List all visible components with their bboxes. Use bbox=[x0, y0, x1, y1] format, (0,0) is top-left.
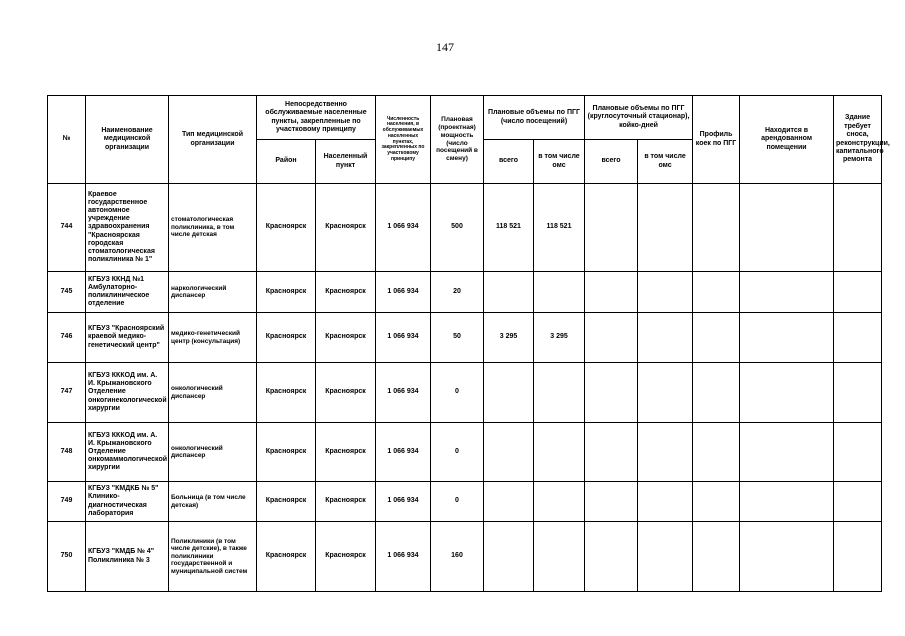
row-type: онкологический диспансер bbox=[169, 423, 257, 482]
row-name: КГБУЗ "Красноярский краевой медико-генетический центр" bbox=[86, 313, 169, 363]
row-oms bbox=[534, 423, 585, 482]
table-row bbox=[48, 482, 882, 522]
row-district: Красноярск bbox=[257, 363, 316, 423]
table-row bbox=[48, 184, 882, 272]
header-served-group: Непосредственно обслуживаемые населенные пункты, закрепленные по участковому принципу bbox=[257, 96, 376, 140]
row-rented bbox=[740, 313, 834, 363]
row-rented bbox=[740, 363, 834, 423]
row-oms: 3 295 bbox=[534, 313, 585, 363]
row-capacity: 0 bbox=[431, 363, 484, 423]
row-district: Красноярск bbox=[257, 184, 316, 272]
row-total: 3 295 bbox=[484, 313, 534, 363]
medical-organizations-table bbox=[47, 95, 890, 592]
row-population: 1 066 934 bbox=[376, 522, 431, 592]
header-total: всего bbox=[484, 140, 534, 184]
row-profile bbox=[693, 313, 740, 363]
header-type: Тип медицинской организации bbox=[169, 96, 257, 184]
row-type: наркологический диспансер bbox=[169, 272, 257, 313]
row-settlement: Красноярск bbox=[316, 482, 376, 522]
row-num: 747 bbox=[48, 363, 86, 423]
header-beds-profile: Профиль коек по ПГГ bbox=[693, 96, 740, 184]
row-num: 749 bbox=[48, 482, 86, 522]
row-population: 1 066 934 bbox=[376, 184, 431, 272]
row-district: Красноярск bbox=[257, 522, 316, 592]
row-demolition bbox=[834, 522, 882, 592]
row-name: КГБУЗ ККНД №1 Амбулаторно-поликлиническое отделение bbox=[86, 272, 169, 313]
header-hospital-group: Плановые объемы по ПГГ (круглосуточный стационар), койко-дней bbox=[585, 96, 693, 140]
row-demolition bbox=[834, 482, 882, 522]
row-population: 1 066 934 bbox=[376, 313, 431, 363]
row-name: КГБУЗ "КМДБ № 4" Поликлиника № 3 bbox=[86, 522, 169, 592]
row-oms2 bbox=[638, 423, 693, 482]
row-district: Красноярск bbox=[257, 313, 316, 363]
row-population: 1 066 934 bbox=[376, 482, 431, 522]
row-total2 bbox=[585, 184, 638, 272]
header-oms2: в том числе омс bbox=[638, 140, 693, 184]
table-row bbox=[48, 423, 882, 482]
row-oms2 bbox=[638, 482, 693, 522]
row-profile bbox=[693, 184, 740, 272]
header-num: № bbox=[48, 96, 86, 184]
row-demolition bbox=[834, 363, 882, 423]
row-total: 118 521 bbox=[484, 184, 534, 272]
row-demolition bbox=[834, 313, 882, 363]
row-capacity: 160 bbox=[431, 522, 484, 592]
table-row bbox=[48, 522, 882, 592]
row-population: 1 066 934 bbox=[376, 423, 431, 482]
row-num: 748 bbox=[48, 423, 86, 482]
table-row bbox=[48, 313, 882, 363]
row-num: 745 bbox=[48, 272, 86, 313]
header-total2: всего bbox=[585, 140, 638, 184]
row-capacity: 50 bbox=[431, 313, 484, 363]
row-profile bbox=[693, 423, 740, 482]
row-settlement: Красноярск bbox=[316, 313, 376, 363]
row-profile bbox=[693, 272, 740, 313]
row-name: КГБУЗ КККОД им. А. И. Крыжановского Отделение онкомаммологической хирургии bbox=[86, 423, 169, 482]
row-oms2 bbox=[638, 184, 693, 272]
header-settlement: Населенный пункт bbox=[316, 140, 376, 184]
row-settlement: Красноярск bbox=[316, 522, 376, 592]
row-total2 bbox=[585, 522, 638, 592]
header-name: Наименование медицинской организации bbox=[86, 96, 169, 184]
row-profile bbox=[693, 522, 740, 592]
header-population: Численность населения, в обслуживаемых населенных пунктах, закрепленных по участковому принципу bbox=[376, 96, 431, 184]
row-oms2 bbox=[638, 313, 693, 363]
table-row bbox=[48, 272, 882, 313]
row-type: стоматологическая поликлиника, в том числе детская bbox=[169, 184, 257, 272]
row-capacity: 500 bbox=[431, 184, 484, 272]
row-total bbox=[484, 423, 534, 482]
row-total bbox=[484, 482, 534, 522]
row-district: Красноярск bbox=[257, 423, 316, 482]
row-oms: 118 521 bbox=[534, 184, 585, 272]
row-settlement: Красноярск bbox=[316, 363, 376, 423]
row-profile bbox=[693, 482, 740, 522]
row-rented bbox=[740, 423, 834, 482]
row-type: медико-генетический центр (консультация) bbox=[169, 313, 257, 363]
header-district: Район bbox=[257, 140, 316, 184]
row-oms bbox=[534, 272, 585, 313]
page-number: 147 bbox=[436, 40, 454, 54]
row-total2 bbox=[585, 272, 638, 313]
row-total2 bbox=[585, 482, 638, 522]
row-num: 750 bbox=[48, 522, 86, 592]
row-type: Поликлиники (в том числе детские), в также поликлиники государственной и муниципальной систем bbox=[169, 522, 257, 592]
row-oms2 bbox=[638, 522, 693, 592]
row-demolition bbox=[834, 184, 882, 272]
row-oms2 bbox=[638, 272, 693, 313]
row-total bbox=[484, 522, 534, 592]
row-oms bbox=[534, 522, 585, 592]
row-oms bbox=[534, 363, 585, 423]
row-settlement: Красноярск bbox=[316, 184, 376, 272]
row-name: КГБУЗ "КМДКБ № 5" Клинико-диагностическая лаборатория bbox=[86, 482, 169, 522]
header-demolition: Здание требует сноса, реконструкции, капитального ремонта bbox=[834, 96, 882, 184]
row-settlement: Красноярск bbox=[316, 272, 376, 313]
row-name: Краевое государственное автономное учреждение здравоохранения "Красноярская городская стоматологическая поликлиника № 1" bbox=[86, 184, 169, 272]
row-num: 746 bbox=[48, 313, 86, 363]
row-district: Красноярск bbox=[257, 482, 316, 522]
row-demolition bbox=[834, 423, 882, 482]
header-volumes-group: Плановые объемы по ПГГ (число посещений) bbox=[484, 96, 585, 140]
row-rented bbox=[740, 482, 834, 522]
row-rented bbox=[740, 522, 834, 592]
row-name: КГБУЗ КККОД им. А. И. Крыжановского Отделение онкогинекологической хирургии bbox=[86, 363, 169, 423]
row-num: 744 bbox=[48, 184, 86, 272]
row-total bbox=[484, 272, 534, 313]
row-capacity: 0 bbox=[431, 482, 484, 522]
row-settlement: Красноярск bbox=[316, 423, 376, 482]
row-total2 bbox=[585, 313, 638, 363]
header-capacity: Плановая (проектная) мощность (число посещений в смену) bbox=[431, 96, 484, 184]
row-rented bbox=[740, 272, 834, 313]
row-profile bbox=[693, 363, 740, 423]
row-capacity: 20 bbox=[431, 272, 484, 313]
table-row bbox=[48, 363, 882, 423]
row-population: 1 066 934 bbox=[376, 363, 431, 423]
row-type: Больница (в том числе детская) bbox=[169, 482, 257, 522]
row-population: 1 066 934 bbox=[376, 272, 431, 313]
row-district: Красноярск bbox=[257, 272, 316, 313]
row-total2 bbox=[585, 363, 638, 423]
row-demolition bbox=[834, 272, 882, 313]
row-total2 bbox=[585, 423, 638, 482]
row-type: онкологический диспансер bbox=[169, 363, 257, 423]
row-oms2 bbox=[638, 363, 693, 423]
row-oms bbox=[534, 482, 585, 522]
header-rented: Находится в арендованном помещении bbox=[740, 96, 834, 184]
row-total bbox=[484, 363, 534, 423]
row-rented bbox=[740, 184, 834, 272]
header-oms: в том числе омс bbox=[534, 140, 585, 184]
row-capacity: 0 bbox=[431, 423, 484, 482]
